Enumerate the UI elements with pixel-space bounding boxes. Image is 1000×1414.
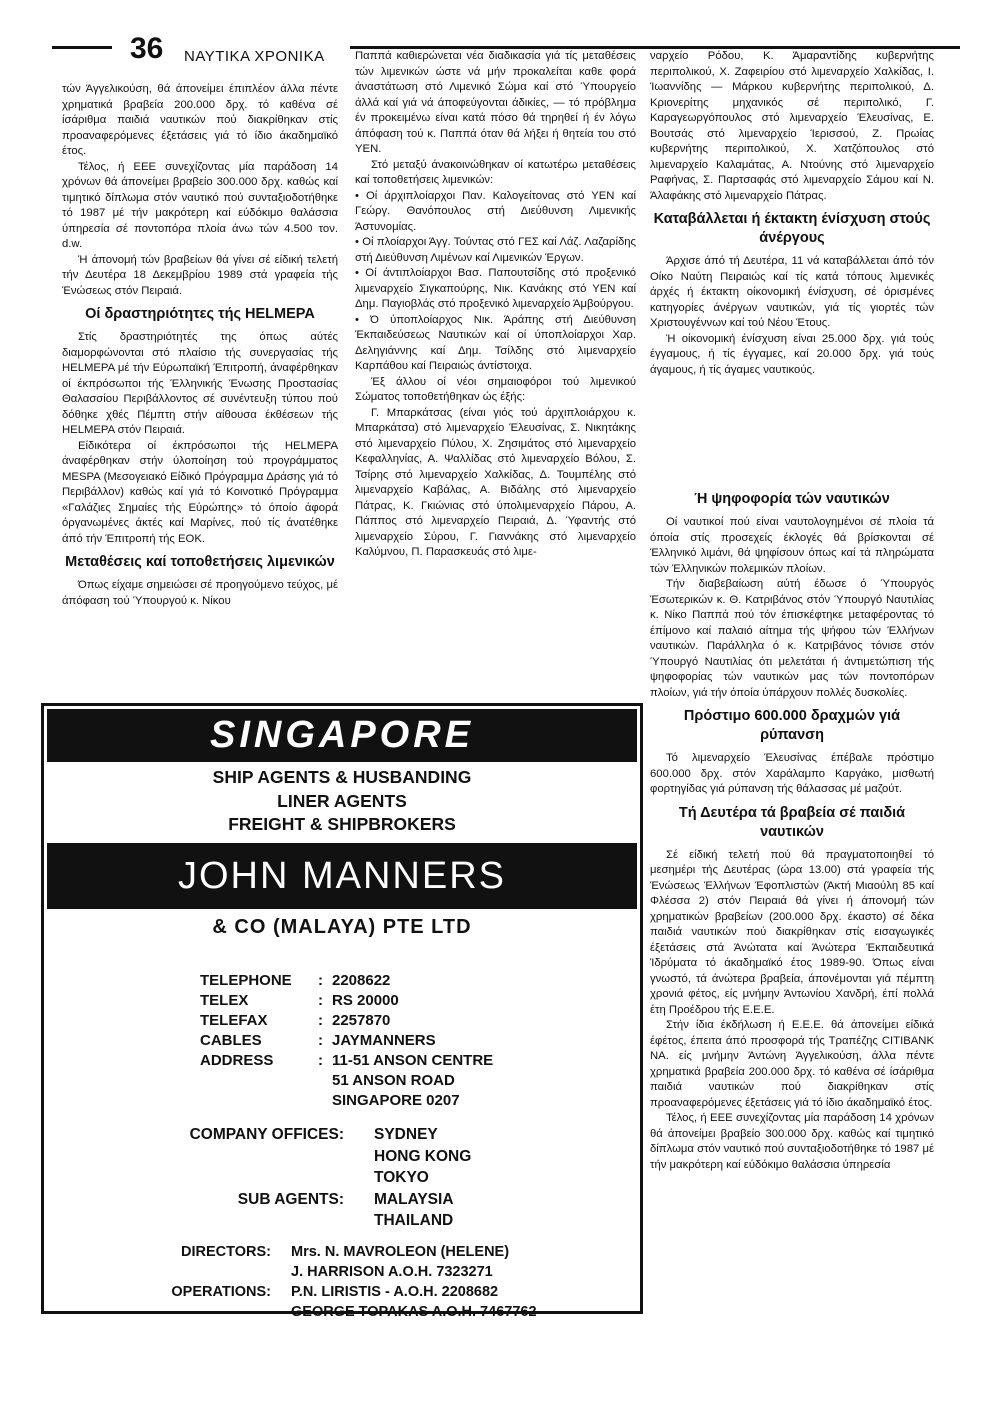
- ad-title: SINGAPORE: [209, 714, 475, 756]
- contact-value: 11-51 ANSON CENTRE: [332, 1052, 494, 1069]
- page-number: 36: [130, 32, 164, 65]
- contact-value: RS 20000: [332, 992, 399, 1009]
- article-heading: Καταβάλλεται ή έκτακτη ένίσχυση στούς άνέργους: [653, 211, 931, 246]
- paragraph: Τέλος, ή ΕΕΕ συνεχίζοντας μία παράδοση 14 χρόνων θά άπονείμει βραβείο 300.000 δρχ. καθώς καί τιμητικό δίπλωμα στόν ναυτικό πού συνταξιοδοτήθηκε τό 1987 μέ τήν μακρότερη καί εύδόκιμο θαλάσσια ύπηρεσία σέ ποντοπόρα πλοία άνω τών 4.500 τον. d.w.: [62, 160, 338, 250]
- ad-title-band: [47, 709, 637, 762]
- paragraph: Ή άπονομή τών βραβείων θά γίνει σέ είδική τελετή τήν Δευτέρα 18 Δεκεμβρίου 1989 στά γραφεία τής Ένώσεως στόν Πειραιά.: [62, 253, 338, 297]
- sub-agent-country: THAILAND: [374, 1212, 454, 1229]
- paragraph: Οί ναυτικοί πού είναι ναυτολογημένοι σέ πλοία τά όποία στίς προσεχείς έκλογές θά βρίσκονται σέ Έλληνικό λιμάνι, θά ψηφίσουν όπως καί τά πληρώματα τών Έλληνικών πολεμικών πλοίων.: [650, 516, 934, 575]
- paragraph: Γ. Μπαρκάτσας (είναι γιός τού άρχιπλοιάρχου κ. Μπαρκάτσα) στό λιμεναρχείο Έλευσίνας, Σ. Νικητάκης στό λιμεναρχείο Πύλου, Χ. Ζησιμάτος στό λιμεναρχείο Κεφαλληνίας, Α. Ψαλλίδας στό λιμεναρχείο Βόλου, Σ. Τσίρης στό λιμεναρχείο Χαλκίδας, Δ. Τουμπέλης στό λιμεναρχείο Καβάλας, Α. Βιδάλης στό λιμεναρχείο Πάτρας, Κ. Γκιώνιας στό ύπολιμεναρχείο Πάρου, Α. Πάππος στό λιμεναρχείο Πειραιά, Δ. Ύφαντής στό λιμεναρχείο Σύρου, Γ. Γιαννάκης στό λιμεναρχείο Καλύμνου, Π. Παρασκευάς στό λιμε-: [355, 406, 636, 558]
- ad-contact-row: ADDRESS : 11-51 ANSON CENTRE: [200, 1052, 494, 1069]
- director-name: Mrs. N. MAVROLEON (HELENE): [291, 1244, 510, 1260]
- paragraph: Στίς δραστηριότητές της όπως αύτές διαμορφώνονται στό πλαίσιο τής συνεργασίας τής HELMEPA μέ τήν Εύρωπαϊκή Έπιτροπή, άναφέρθηκαν οί έκπρόσωποι τής Έλληνικής Ένωσης Προστασίας Θαλασσίου Περιβάλλοντος σέ συνέντευξη τύπου πού δόθηκε χθές Πέμπτη στήν αίθουσα έκθέσεων τής HELMEPA στόν Πειραιά.: [62, 331, 338, 436]
- company-offices-label: COMPANY OFFICES:: [189, 1126, 344, 1143]
- contact-label: TELEPHONE: [200, 972, 292, 989]
- ad-address-line: [200, 1091, 493, 1111]
- paragraph: Ή οίκονομική ένίσχυση είναι 25.000 δρχ. γιά τούς έγγαμους, ή τίς έγγαμες, καί 20.000 δρχ. γιά τούς άγαμους, ή τίς άγαμες ναυτικούς.: [650, 332, 934, 376]
- contact-value: 2257870: [332, 1012, 391, 1029]
- contact-label: TELEX: [200, 992, 249, 1009]
- contact-label: TELEFAX: [200, 1012, 268, 1029]
- paragraph: Είδικότερα οί έκπρόσωποι τής HELMEPA άναφέρθηκαν στήν ύλοποίηση τού προγράμματος MESPA (Μεσογειακό Είδικό Πρόγραμμα Δράσης γιά τό Περιβάλλον) καθώς καί γιά τό Κοινοτικό Πρόγραμμα «Γαλάζιες Σημαίες τής Εύρώπης» τό όποίο άφορά όργανωμένες άκτές καί Μαρίνες, πού τίς άνατέθηκε άπό τήν Έπιτροπή τής ΕΟΚ.: [62, 439, 338, 545]
- operations-label: OPERATIONS:: [171, 1284, 271, 1300]
- header-rule-left: [52, 46, 112, 49]
- paragraph: ναρχείο Ρόδου, Κ. Άμαραντίδης κυβερνήτης περιπολικού, Χ. Ζαφειρίου στό λιμεναρχείο Χαλκίδας, Ι. Ίωαννίδης — Μάρκου κυβερνήτης περιπολικού, Δ. Κριονερίτης μηχανικός σέ περιπολικό, Γ. Καραγεωργόπουλος στό λιμεναρχείο Έλευσίνας, Ε. Βουτσάς στό λιμεναρχείο Ίερισσού, Ζ. Πρωίας κυβερνήτης περιπολικού, Χ. Χατζόπουλος στό λιμεναρχείο Καλαμάτας, Α. Ντούνης στό λιμεναρχείο Ραφήνας, Σ. Παρτσαφάς στό λιμεναρχείο Σάμου καί Ν. Άλαφάκης στό λιμεναρχείο Πάτρας.: [650, 50, 934, 202]
- column-3-bottom: [650, 484, 934, 1173]
- sub-agent-country: MALAYSIA: [374, 1190, 454, 1208]
- paragraph: Τήν διαβεβαίωση αύτή έδωσε ό Ύπουργός Έσωτερικών κ. Θ. Κατριβάνος στόν Ύπουργό Ναυτιλίας κ. Νίκο Παππά πού τόν έπισκέφτηκε μεταφέροντας τό έπίμονο καί παλαιό αίτημα τής ψήφου τών Έλλήνων ναυτικών. Παράλληλα ό κ. Κατριβάνος τόνισε στόν Ύπουργό Ναυτιλίας ότι μελετάται ή άντιμετώπιση τής ψηφοφορίας τών ναυτικών μας τών ποντοπόρων πλοίων, γιά τήν όποία ύπάρχουν πολλές δυσκολίες.: [650, 578, 934, 699]
- address-line: SINGAPORE 0207: [332, 1092, 460, 1109]
- article-heading: Ή ψηφοφορία τών ναυτικών: [694, 491, 890, 507]
- article-heading: Πρόστιμο 600.000 δραχμών γιά ρύπανση: [683, 708, 901, 743]
- ad-offices-block: [174, 1124, 471, 1232]
- paragraph: τών Άγγελικούση, θά άπονείμει έπιπλέον άλλα πέντε χρηματικά βραβεία 200.000 δρχ. τό καθένα σέ ίσάριθμα παιδιά ναυτικών πού διακρίθηκαν στίς προαναφερόμενες έξετάσεις γιά τό ίδιο άκαδημαϊκό έτος.: [62, 83, 338, 157]
- contact-value: 2208622: [332, 972, 391, 989]
- address-line: 51 ANSON ROAD: [332, 1072, 455, 1089]
- ad-services: [44, 766, 640, 837]
- column-2: [355, 49, 636, 561]
- ad-people-block: [164, 1242, 537, 1322]
- contact-label: CABLES: [200, 1032, 262, 1049]
- paragraph: Έξ άλλου οί νέοι σημαιοφόροι τού λιμενικού Σώματος τοποθετήθηκαν ώς έξής:: [355, 375, 636, 403]
- paragraph: Παππά καθιερώνεται νέα διαδικασία γιά τίς μεταθέσεις τών λιμενικών ώστε νά μήν προκαλείται καθε φορά άναστάτωση στό Λιμενικό Σώμα καί στό Ύπουργείο άλλά καί γιά νά άποφεύγονται άδικίες, — τό πρόβλημα έν προκειμένω είναι κατά πόσο θά τηρηθεί ή έν λόγω άπόφαση τού κ. Παππά όταν θά λήξει ή θητεία του στό ΥΕΝ.: [355, 50, 636, 155]
- paragraph: Στήν ίδια έκδήλωση ή Ε.Ε.Ε. θά άπονείμει είδικά έφέτος, έπειτα άπό προσφορά τής Τραπέζης CITIBANK NA. είς μνήμην Άντώνη Άγγελικούση, άλλα πέντε χρηματικά βραβεία 200.000 δρχ. τό καθένα σέ ίσάριθμα παιδιά ναυτικών πού διακρίθηκαν στίς προαναφερόμενες έξετάσεις γιά τό ίδιο άκαδημαϊκό έτος.: [650, 1019, 934, 1109]
- operations-contact: GEORGE TOPAKAS A.O.H. 7467762: [291, 1304, 537, 1320]
- paragraph: Σέ είδική τελετή πού θά πραγματοποιηθεί τό μεσημέρι τής Δευτέρας (ώρα 13.00) στά γραφεία τής Ένώσεως Έλλήνων Έφοπλιστών (Άκτή Μιαούλη 85 καί Φλέσσα 2) στόν Πειραιά θά γίνει ή άπονομή τών χρηματικών βραβείων (200.000 δρχ. έκαστο) σέ δέκα παιδιά ναυτικών πού διακρίθηκαν στίς εισαγωγικές έξετάσεις στά Άνώτατα καί Άνώτερα Έκπαιδευτικά Ίδρύματα τό άκαδημαϊκό έτος 1989-90. Όπως είναι γνωστό, τά άνώτερα βραβεία, άπονέμονται γιά πέμπτη χρονιά φέτος, είς μνήμην Άντωνίου Χανδρή, έπί πολλά έτη Προέδρου τής Ε.Ε.Ε.: [650, 848, 934, 1016]
- ad-contact-block: [200, 971, 493, 1111]
- paragraph: Τό λιμεναρχείο Έλευσίνας έπέβαλε πρόστιμο 600.000 δρχ. στόν Χαράλαμπο Καργάκο, μισθωτή φορτηγίδας γιά ρύπανση τής θάλασσας μέ μαζούτ.: [650, 752, 934, 795]
- article-heading: Τή Δευτέρα τά βραβεία σέ παιδιά ναυτικών: [678, 804, 906, 840]
- paragraph: Άρχισε άπό τή Δευτέρα, 11 νά καταβάλλεται άπό τόν Οίκο Ναύτη Πειραιώς καί τίς κατά τόπους λιμενικές άρχές ή έκτακτη οίκονομική ένίσχυση, σέ όρισμένες κατηγορίες άνέργων ναυτικών, γιά τίς γιορτές τών Χριστουγέννων καί τού Νέου Έτους.: [650, 255, 934, 329]
- ad-contact-row: TELEFAX : 2257870: [200, 1012, 391, 1029]
- office-city: TOKYO: [374, 1169, 429, 1186]
- ad-contact-row: TELEX : RS 20000: [200, 992, 399, 1009]
- bullet-item: • Οί άρχιπλοίαρχοι Παν. Καλογείτονας στό ΥΕΝ καί Γεώργ. Θανόπουλος στή Διεύθυνση Λιμενικής Άστυνομίας.: [355, 189, 636, 233]
- contact-value: JAYMANNERS: [332, 1032, 436, 1049]
- ad-service-line: LINER AGENTS: [277, 790, 407, 811]
- article-heading: Οί δραστηριότητες τής HELMEPA: [85, 306, 315, 322]
- advertisement-john-manners: [41, 703, 643, 1320]
- bullet-item: • Ό ύποπλοίαρχος Νικ. Άράπης στή Διεύθυνση Έκπαιδεύσεως Ναυτικών καί οί ύποπλοίαρχοι Χαρ. Δεληγιάννης καί Δημ. Τσίλδης στό λιμεναρχείο Καρπάθου καί Πειραιώς άντίστοιχα.: [355, 313, 636, 372]
- office-city: HONG KONG: [374, 1147, 472, 1165]
- ad-address-line: [200, 1071, 493, 1091]
- ad-company-band: [47, 843, 637, 909]
- bullet-item: • Οί πλοίαρχοι Άγγ. Τούντας στό ΓΕΣ καί Λάζ. Λαζαρίδης στή Διεύθυνση Λιμένων καί Λιμενικών Έργων.: [355, 236, 636, 264]
- director-name: J. HARRISON A.O.H. 7323271: [291, 1264, 493, 1280]
- office-city: SYDNEY: [374, 1126, 438, 1143]
- column-3-top: [650, 49, 934, 378]
- publication-title: ΝΑΥΤΙΚΑ ΧΡΟΝΙΚΑ: [184, 48, 325, 65]
- ad-company-name: JOHN MANNERS: [177, 855, 507, 897]
- article-heading: Μεταθέσεις καί τοποθετήσεις λιμενικών: [65, 554, 335, 570]
- paragraph: Τέλος, ή ΕΕΕ συνεχίζοντας μία παράδοση 14 χρόνων θά άπονείμει βραβείο 300.000 δρχ. καθώς καί τιμητικό δίπλωμα στόν ναυτικό πού συνταξιοδοτήθηκε τό 1987 μέ τήν μακρότερη καί εύδόκιμο θαλάσσια ύπηρεσία: [650, 1112, 934, 1171]
- directors-label: DIRECTORS:: [181, 1244, 271, 1260]
- ad-contact-row: CABLES : JAYMANNERS: [200, 1032, 436, 1049]
- ad-service-line: SHIP AGENTS & HUSBANDING: [212, 767, 472, 787]
- ad-company-sub: & CO (MALAYA) PTE LTD: [212, 916, 472, 938]
- ad-contact-row: TELEPHONE : 2208622: [200, 972, 391, 989]
- paragraph: Όπως είχαμε σημειώσει σέ προηγούμενο τεύχος, μέ άπόφαση τού Ύπουργού κ. Νίκου: [62, 579, 338, 607]
- ad-service-line: FREIGHT & SHIPBROKERS: [228, 814, 456, 834]
- contact-label: ADDRESS: [200, 1052, 274, 1069]
- sub-agents-label: SUB AGENTS:: [237, 1190, 344, 1208]
- column-1: [62, 82, 338, 609]
- bullet-item: • Οί άντιπλοίαρχοι Βασ. Παπουτσίδης στό προξενικό λιμεναρχείο Σιγκαπούρης, Νικ. Κανάκης στό ΥΕΝ καί Δημ. Παγιοβλάς στό προξενικό λιμεναρχείο Άμβούργου.: [355, 267, 636, 310]
- operations-contact: P.N. LIRISTIS - A.O.H. 2208682: [291, 1284, 499, 1300]
- paragraph: Στό μεταξύ άνακοινώθηκαν οί κατωτέρω μεταθέσεις καί τοποθετήσεις λιμενικών:: [355, 158, 636, 186]
